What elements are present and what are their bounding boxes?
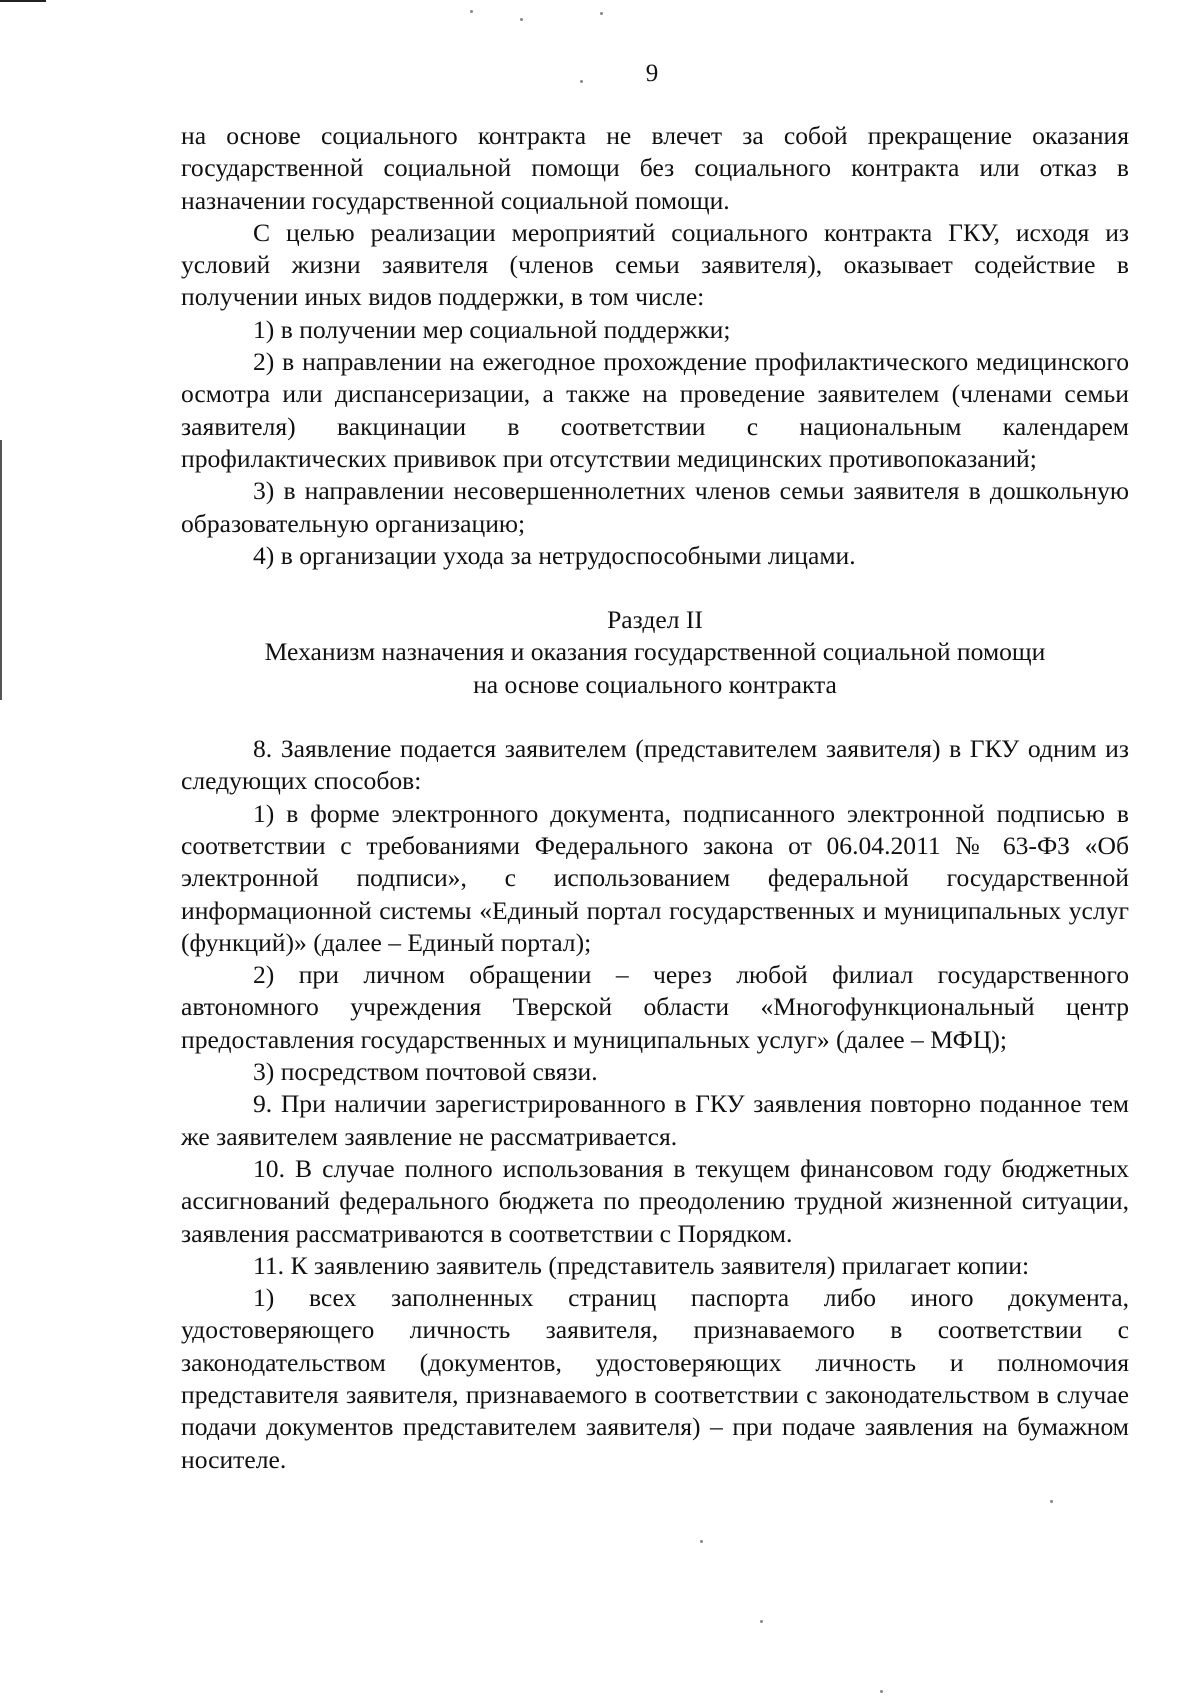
section-title-line-2: на основе социального контракта	[473, 669, 837, 699]
list-item: 1) в получении мер социальной поддержки;	[253, 314, 731, 344]
list-item: 2) при личном обращении – через любой филиал государственного автономного учреждения Тверской области «Многофункциональный центр предоставления государственных и муниципальных услуг» (далее – МФЦ);	[181, 960, 1129, 1054]
paragraph: 8. Заявление подается заявителем (представителем заявителя) в ГКУ одним из следующих способов:	[181, 734, 1129, 796]
paragraph: 10. В случае полного использования в текущем финансовом году бюджетных ассигнований федерального бюджета по преодолению трудной жизненной ситуации, заявления рассматриваются в соответствии с Порядком.	[181, 1153, 1129, 1248]
scan-edge-line-top	[0, 0, 46, 2]
list-item: 4) в организации ухода за нетрудоспособными лицами.	[253, 540, 856, 570]
scan-noise	[880, 1690, 883, 1693]
scan-noise	[700, 1540, 703, 1543]
list-item: 1) всех заполненных страниц паспорта либо иного документа, удостоверяющего личность заявителя, признаваемого в соответствии с законодательством (документов, удостоверяющих личность и полномочия представителя заявителя, признаваемого в соответствии с законодательством в случае подачи документов представителем заявителя) – при подаче заявления на бумажном носителе.	[181, 1283, 1129, 1474]
scan-noise	[580, 80, 583, 83]
list-item: 3) посредством почтовой связи.	[253, 1057, 598, 1087]
scan-noise	[1050, 1500, 1053, 1503]
scan-noise	[520, 18, 523, 21]
list-item: 1) в форме электронного документа, подписанного электронной подписью в соответствии с требованиями Федерального закона от 06.04.2011 № 63-ФЗ «Об электронной подписи», с использованием федеральной государственной информационной системы «Единый портал государственных и муниципальных услуг (функций)» (далее – Единый портал);	[181, 798, 1129, 957]
scan-noise	[470, 10, 473, 13]
paragraph: 9. При наличии зарегистрированного в ГКУ заявления повторно поданное тем же заявителем заявление не рассматривается.	[181, 1089, 1129, 1151]
paragraph: 11. К заявлению заявитель (представитель заявителя) прилагает копии:	[253, 1250, 1030, 1280]
document-body	[181, 120, 1129, 1476]
section-title-line-1: Механизм назначения и оказания государственной социальной помощи	[264, 637, 1046, 667]
list-item: 3) в направлении несовершеннолетних членов семьи заявителя в дошкольную образовательную организацию;	[181, 476, 1129, 538]
scan-noise	[760, 1620, 763, 1623]
page-number: 9	[645, 60, 659, 87]
paragraph: С целью реализации мероприятий социального контракта ГКУ, исходя из условий жизни заявителя (членов семьи заявителя), оказывает содействие в получении иных видов поддержки, в том числе:	[181, 217, 1129, 312]
section-label: Раздел II	[607, 605, 703, 635]
paragraph: на основе социального контракта не влечет за собой прекращение оказания государственной социальной помощи без социального контракта или отказ в назначении государственной социальной помощи.	[181, 121, 1129, 215]
scan-edge-line-left	[0, 440, 2, 700]
list-item: 2) в направлении на ежегодное прохождение профилактического медицинского осмотра или диспансеризации, а также на проведение заявителем (членами семьи заявителя) вакцинации в соответствии с национальным календарем профилактических прививок при отсутствии медицинских противопоказаний;	[181, 347, 1129, 473]
scan-noise	[600, 12, 603, 15]
